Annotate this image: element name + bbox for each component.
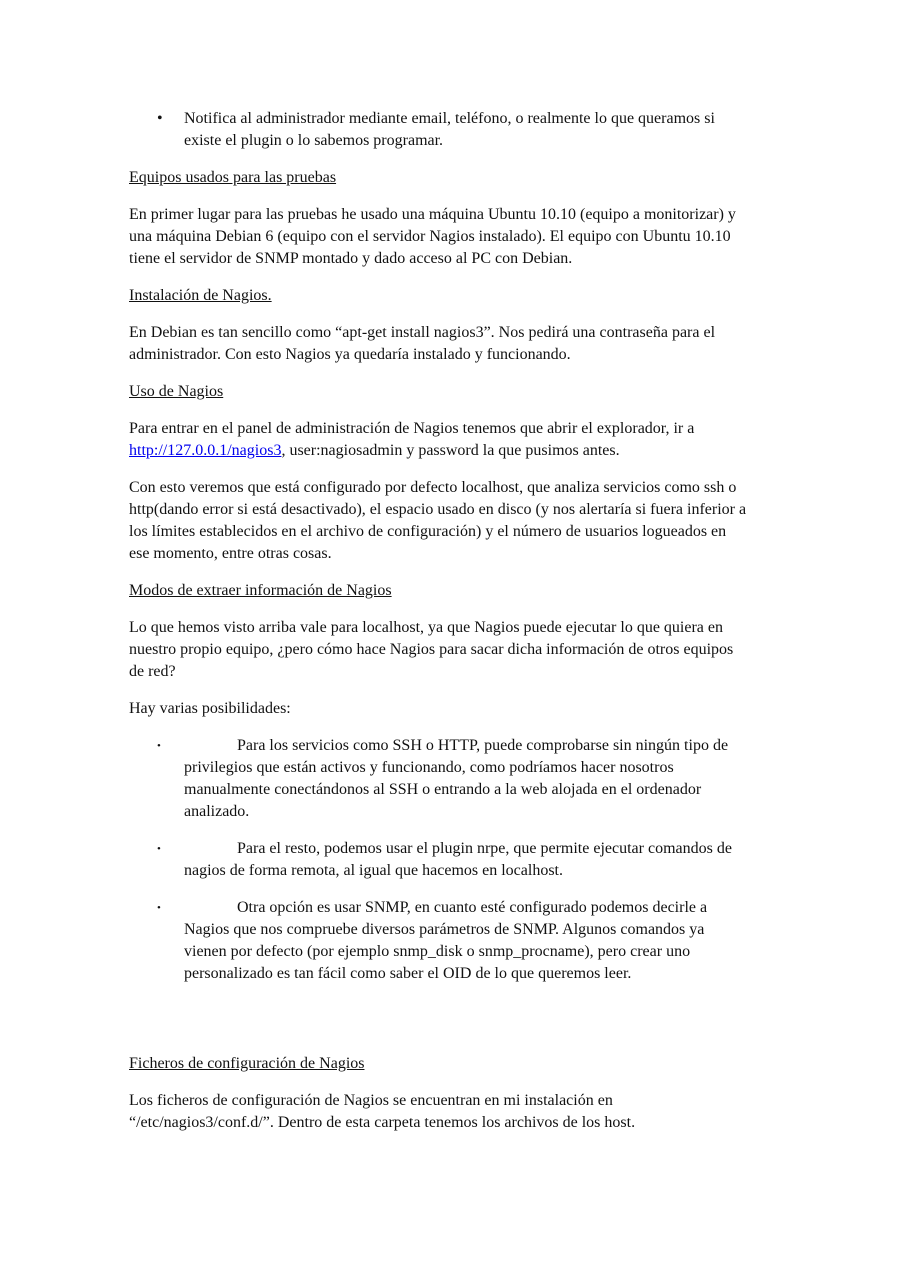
text-line: vienen por defecto (por ejemplo snmp_disk o snmp_procname), pero crear uno <box>184 943 691 960</box>
bullet-item <box>129 838 789 882</box>
text-line: tiene el servidor de SNMP montado y dado acceso al PC con Debian. <box>129 250 573 267</box>
text-line: Para los servicios como SSH o HTTP, puede comprobarse sin ningún tipo de <box>237 737 729 754</box>
section-heading: Instalación de Nagios. <box>129 287 272 304</box>
text-line: Lo que hemos visto arriba vale para localhost, ya que Nagios puede ejecutar lo que quiera en <box>129 619 723 636</box>
text-line: ese momento, entre otras cosas. <box>129 545 332 562</box>
text-line: En Debian es tan sencillo como “apt-get install nagios3”. Nos pedirá una contraseña para el <box>129 324 716 341</box>
text-line: administrador. Con esto Nagios ya quedaría instalado y funcionando. <box>129 346 571 363</box>
text-line: http(dando error si está desactivado), el espacio usado en disco (y nos alertaría si fuera inferior a <box>129 501 747 518</box>
section-heading: Equipos usados para las pruebas <box>129 169 337 186</box>
text-line: una máquina Debian 6 (equipo con el servidor Nagios instalado). El equipo con Ubuntu 10.10 <box>129 228 731 245</box>
text-line: personalizado es tan fácil como saber el OID de lo que queremos leer. <box>184 965 632 982</box>
paragraph <box>129 322 789 366</box>
bullet-icon: • <box>157 843 161 855</box>
bullet-icon: • <box>157 902 161 914</box>
text-line: los límites establecidos en el archivo de configuración) y el número de usuarios logueados en <box>129 523 727 540</box>
text-line: Otra opción es usar SNMP, en cuanto esté configurado podemos decirle a <box>237 899 708 916</box>
text-line: nagios de forma remota, al igual que hacemos en localhost. <box>184 862 563 879</box>
paragraph <box>129 418 789 462</box>
section-heading: Uso de Nagios <box>129 383 224 400</box>
text-line: Para el resto, podemos usar el plugin nrpe, que permite ejecutar comandos de <box>237 840 732 857</box>
text-line <box>129 440 789 462</box>
text-line: nuestro propio equipo, ¿pero cómo hace Nagios para sacar dicha información de otros equipos <box>129 641 734 658</box>
bullet-icon: • <box>157 110 163 127</box>
paragraph <box>129 617 789 683</box>
text-line: Para entrar en el panel de administración de Nagios tenemos que abrir el explorador, ir a <box>129 420 695 437</box>
paragraph <box>129 204 789 270</box>
text-line: Con esto veremos que está configurado por defecto localhost, que analiza servicios como ssh o <box>129 479 737 496</box>
text-line: Notifica al administrador mediante email, teléfono, o realmente lo que queramos si <box>184 110 715 127</box>
section-heading: Modos de extraer información de Nagios <box>129 582 392 599</box>
section-heading: Ficheros de configuración de Nagios <box>129 1055 365 1072</box>
text-line: “/etc/nagios3/conf.d/”. Dentro de esta carpeta tenemos los archivos de los host. <box>129 1114 636 1131</box>
text-line: Los ficheros de configuración de Nagios se encuentran en mi instalación en <box>129 1092 613 1109</box>
text: , user:nagiosadmin y password la que pusimos antes. <box>281 442 620 459</box>
bullet-item <box>129 897 789 985</box>
paragraph <box>129 1090 789 1134</box>
text-line: privilegios que están activos y funcionando, como podríamos hacer nosotros <box>184 759 674 776</box>
text-line: En primer lugar para las pruebas he usado una máquina Ubuntu 10.10 (equipo a monitorizar) y <box>129 206 736 223</box>
text-line: de red? <box>129 663 176 680</box>
text-line: Nagios que nos compruebe diversos parámetros de SNMP. Algunos comandos ya <box>184 921 705 938</box>
bullet-item <box>129 735 789 823</box>
blank-space <box>129 1000 789 1053</box>
text-line: manualmente conectándonos al SSH o entrando a la web alojada en el ordenador <box>184 781 702 798</box>
text-line: analizado. <box>184 803 250 820</box>
bullet-icon: • <box>157 740 161 752</box>
paragraph: Hay varias posibilidades: <box>129 700 291 717</box>
text-line: existe el plugin o lo sabemos programar. <box>184 132 444 149</box>
document-page <box>129 108 789 1149</box>
nagios-link[interactable]: http://127.0.0.1/nagios3 <box>129 442 282 459</box>
paragraph <box>129 477 789 565</box>
bullet-item <box>129 108 789 152</box>
